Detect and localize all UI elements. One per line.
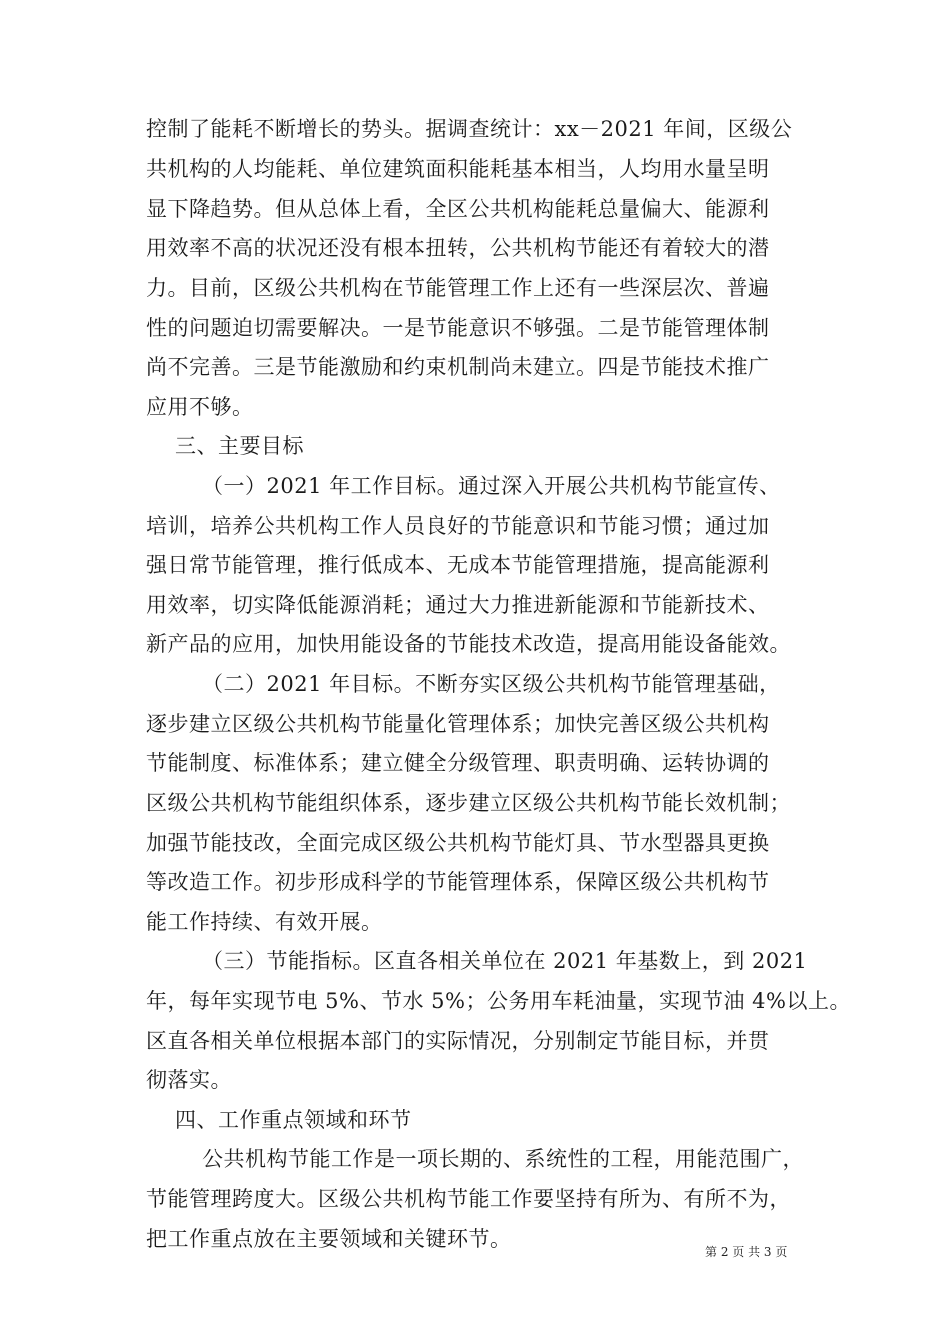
paragraph-line: （二）2021 年目标。不断夯实区级公共机构节能管理基础， [202,672,781,696]
paragraph-line: 节能管理跨度大。区级公共机构节能工作要坚持有所为、有所不为， [146,1187,791,1211]
paragraph-line: 加强节能技改，全面完成区级公共机构节能灯具、节水型器具更换 [146,831,770,855]
paragraph-line: 用效率，切实降低能源消耗；通过大力推进新能源和节能新技术、 [146,593,770,617]
paragraph-line: 等改造工作。初步形成科学的节能管理体系，保障区级公共机构节 [146,870,770,894]
paragraph-line: 能工作持续、有效开展。 [146,910,383,934]
paragraph-line: 尚不完善。三是节能激励和约束机制尚未建立。四是节能技术推广 [146,355,770,379]
paragraph-line: （三）节能指标。区直各相关单位在 2021 年基数上，到 2021 [202,949,808,973]
paragraph-line: 区直各相关单位根据本部门的实际情况，分别制定节能目标，并贯 [146,1029,770,1053]
paragraph-line: 力。目前，区级公共机构在节能管理工作上还有一些深层次、普遍 [146,276,770,300]
paragraph-line: 显下降趋势。但从总体上看，全区公共机构能耗总量偏大、能源利 [146,197,770,221]
paragraph-line: 应用不够。 [146,395,254,419]
paragraph-line: 节能制度、标准体系；建立健全分级管理、职责明确、运转协调的 [146,751,770,775]
paragraph-line: 强日常节能管理，推行低成本、无成本节能管理措施，提高能源利 [146,553,770,577]
paragraph-line: 新产品的应用，加快用能设备的节能技术改造，提高用能设备能效。 [146,632,791,656]
paragraph-line: 控制了能耗不断增长的势头。据调查统计：xx－2021 年间，区级公 [146,117,793,141]
paragraph-line: （一）2021 年工作目标。通过深入开展公共机构节能宣传、 [202,474,781,498]
paragraph-line: 逐步建立区级公共机构节能量化管理体系；加快完善区级公共机构 [146,712,770,736]
paragraph-line: 把工作重点放在主要领域和关键环节。 [146,1227,512,1251]
paragraph-line: 共机构的人均能耗、单位建筑面积能耗基本相当，人均用水量呈明 [146,157,770,181]
paragraph-line: 彻落实。 [146,1068,232,1092]
section-heading-4: 四、工作重点领域和环节 [175,1108,412,1132]
paragraph-line: 培训，培养公共机构工作人员良好的节能意识和节能习惯；通过加 [146,514,770,538]
section-heading-3: 三、主要目标 [175,434,304,458]
paragraph-line: 性的问题迫切需要解决。一是节能意识不够强。二是节能管理体制 [146,316,770,340]
page-number-footer: 第 2 页 共 3 页 [705,1245,788,1259]
paragraph-line: 年，每年实现节电 5%、节水 5%；公务用车耗油量，实现节油 4%以上。 [146,989,851,1013]
paragraph-line: 公共机构节能工作是一项长期的、系统性的工程，用能范围广， [202,1147,804,1171]
paragraph-line: 区级公共机构节能组织体系，逐步建立区级公共机构节能长效机制； [146,791,791,815]
paragraph-line: 用效率不高的状况还没有根本扭转，公共机构节能还有着较大的潜 [146,236,770,260]
